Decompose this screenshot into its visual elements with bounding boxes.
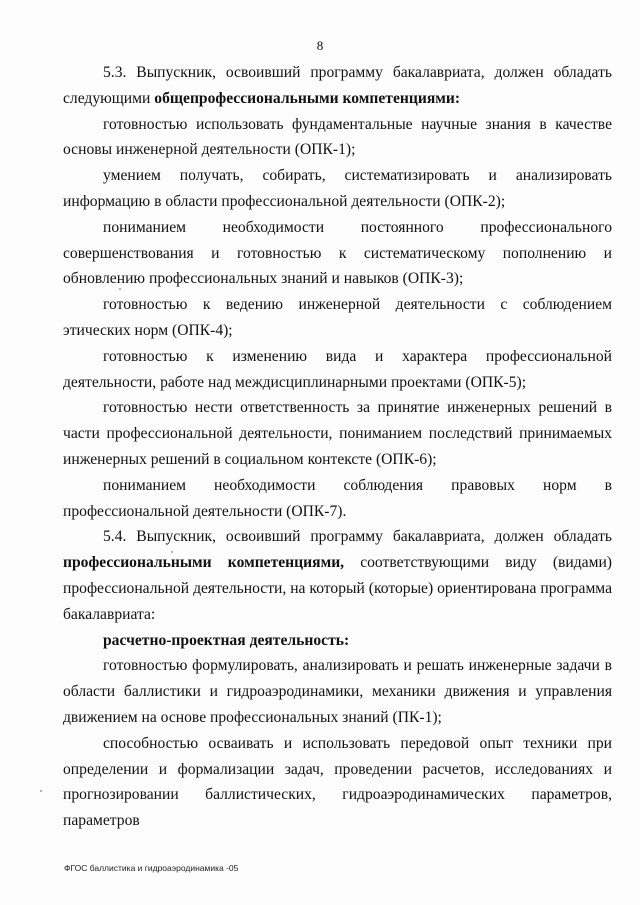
activity-heading-text: расчетно-проектная деятельность: (103, 631, 350, 649)
competency-opk-6: готовностью нести ответственность за принятие инженерных решений в части профессиональной деятельности, пониманием последствий принимаемых инженерных решений в социальном контексте (ОПК-6); (63, 399, 612, 468)
page-number: 8 (316, 38, 324, 53)
section-5-3-paragraph (63, 60, 612, 112)
scan-speck (171, 551, 173, 553)
section-5-3-bold-term: общепрофессиональными компетенциями: (154, 89, 461, 107)
document-body (63, 60, 612, 834)
competency-opk-3: пониманием необходимости постоянного профессионального совершенствования и готовностью к систематическому пополнению и обновлению профессиональных знаний и навыков (ОПК-3); (63, 218, 612, 288)
section-5-4-rest: соответствующими виду (видами) профессиональной деятельности, на который (которые) ориентирована программа бакалавриата: (63, 554, 612, 623)
section-5-4-intro: 5.4. Выпускник, освоивший программу бакалавриата, должен обладать (103, 528, 612, 546)
competency-pk-1: готовностью формулировать, анализировать и решать инженерные задачи в области баллистики и гидроаэродинамики, механики движения и управления движением на основе профессиональных знаний (ПК-1); (63, 657, 612, 726)
section-5-4-bold-term: профессиональными компетенциями, (63, 554, 345, 572)
competency-opk-7: пониманием необходимости соблюдения правовых норм в профессиональной деятельности (ОПК-7). (63, 476, 612, 520)
competency-opk-2: умением получать, собирать, систематизировать и анализировать информацию в области профессиональной деятельности (ОПК-2); (63, 167, 612, 210)
activity-heading (63, 628, 612, 654)
scan-speck (119, 288, 121, 290)
competency-opk-5: готовностью к изменению вида и характера профессиональной деятельности, работе над междисциплинарными проектами (ОПК-5); (63, 347, 612, 391)
scan-speck (40, 790, 42, 792)
competency-pk-2: способностью осваивать и использовать передовой опыт техники при определении и формализации задач, проведении расчетов, исследованиях и прогнозировании баллистических, гидроаэродинамических параметров, параметров (63, 734, 612, 830)
section-5-4-paragraph (63, 524, 612, 627)
page-footer: ФГОС баллистика и гидроаэродинамика -05 (64, 863, 239, 873)
competency-opk-4: готовностью к ведению инженерной деятельности с соблюдением этических норм (ОПК-4); (63, 296, 612, 339)
competency-opk-1: готовностью использовать фундаментальные научные знания в качестве основы инженерной деятельности (ОПК-1); (63, 115, 612, 159)
section-5-3-intro: 5.3. Выпускник, освоивший программу бакалавриата, должен обладать следующими (63, 64, 612, 107)
